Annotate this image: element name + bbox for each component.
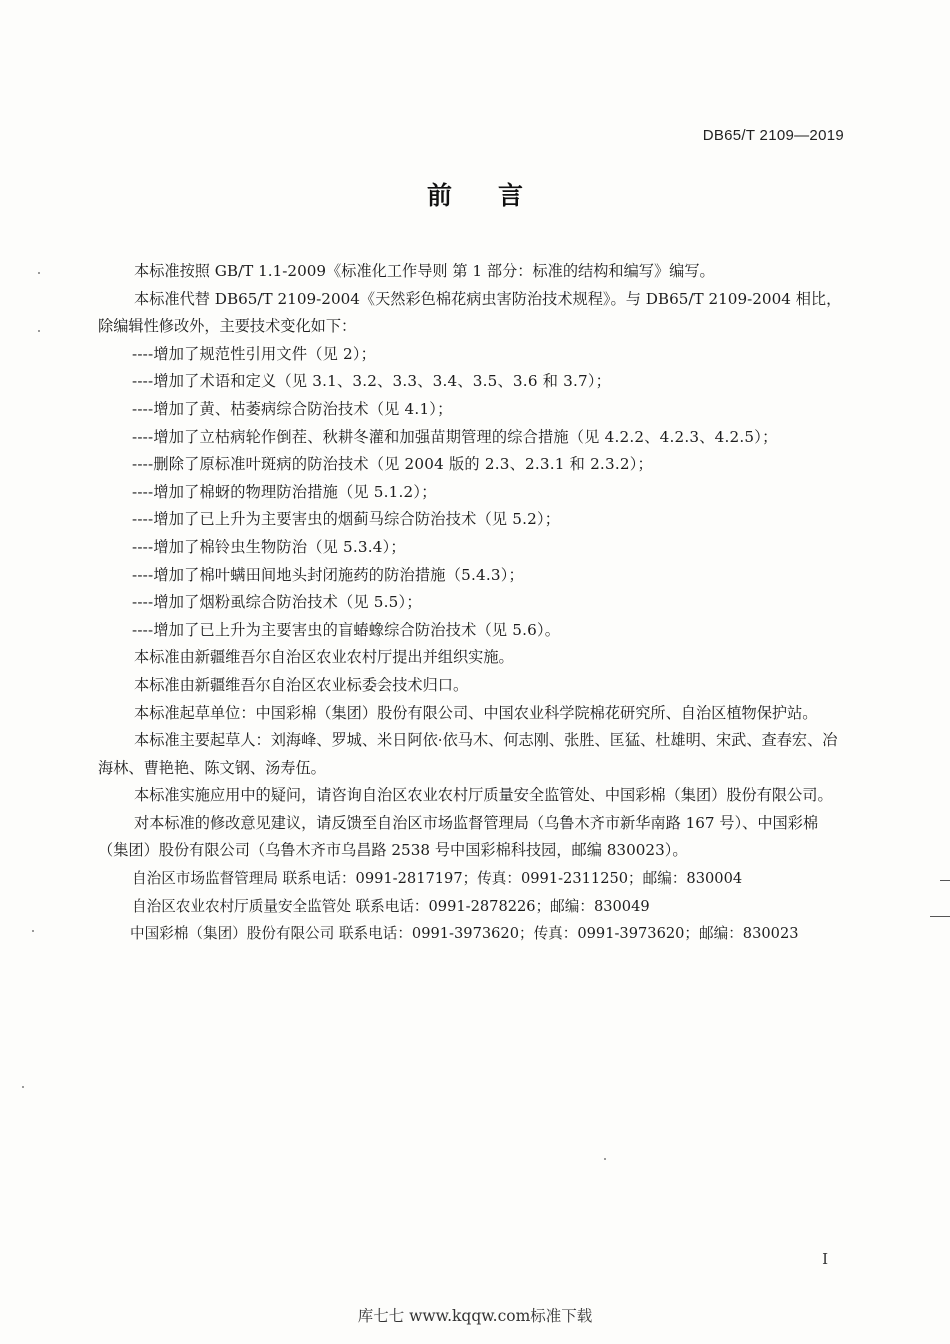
change-item: ----删除了原标准叶斑病的防治技术（见 2004 版的 2.3、2.3.1 和 2.3.2）； [132,455,653,474]
change-item: ----增加了棉叶螨田间地头封闭施药的防治措施（5.4.3）； [132,565,524,584]
scan-speck [604,1158,606,1160]
change-item: ----增加了立枯病轮作倒茬、秋耕冬灌和加强苗期管理的综合措施（见 4.2.2、4.2.3、4.2.5）； [132,427,778,446]
footer-watermark: 库七七 www.kqqw.com标准下载 [357,1307,593,1325]
foreword-body [98,258,844,948]
scan-speck [32,930,34,932]
scan-edge-mark [930,916,950,917]
contact-line: 中国彩棉（集团）股份有限公司 联系电话：0991-3973620；传真：0991-3973620；邮编：830023 [130,925,799,943]
scan-speck [22,1086,24,1088]
change-item: ----增加了棉铃虫生物防治（见 5.3.4）； [132,537,406,556]
paragraph-questions: 本标准实施应用中的疑问，请咨询自治区农业农村厅质量安全监管处、中国彩棉（集团）股份有限公司。 [134,786,833,805]
change-item: ----增加了已上升为主要害虫的烟蓟马综合防治技术（见 5.2）； [132,510,561,529]
change-item: ----增加了规范性引用文件（见 2）； [132,344,377,363]
standard-code: DB65/T 2109—2019 [702,127,844,144]
scan-speck [38,330,40,332]
paragraph-proposer: 本标准由新疆维吾尔自治区农业农村厅提出并组织实施。 [134,648,514,667]
paragraph-drafters: 本标准主要起草人：刘海峰、罗城、米日阿依·依马木、何志刚、张胜、匡猛、杜雄明、宋武、查春宏、冶海林、曹艳艳、陈文钢、汤寿伍。 [98,731,838,777]
change-item: ----增加了黄、枯萎病综合防治技术（见 4.1）； [132,399,453,418]
page-title: 前言 [426,181,569,210]
change-item: ----增加了术语和定义（见 3.1、3.2、3.3、3.4、3.5、3.6 和 3.7）； [132,372,612,391]
page-number: I [822,1250,828,1268]
change-item: ----增加了棉蚜的物理防治措施（见 5.1.2）； [132,482,437,501]
contact-line: 自治区市场监督管理局 联系电话：0991-2817197；传真：0991-2311250；邮编：830004 [132,870,743,888]
scan-edge-mark [940,880,950,881]
contact-line: 自治区农业农村厅质量安全监管处 联系电话：0991-2878226；邮编：830049 [132,897,650,915]
change-item: ----增加了烟粉虱综合防治技术（见 5.5）； [132,593,422,612]
scan-speck [38,272,40,274]
change-item: ----增加了已上升为主要害虫的盲蝽蟓综合防治技术（见 5.6）。 [132,620,561,639]
paragraph-drafting-units: 本标准起草单位：中国彩棉（集团）股份有限公司、中国农业科学院棉花研究所、自治区植物保护站。 [134,703,818,722]
paragraph-replacement: 本标准代替 DB65/T 2109-2004《天然彩色棉花病虫害防治技术规程》。与 DB65/T 2109-2004 相比，除编辑性修改外，主要技术变化如下： [98,289,842,336]
paragraph-custodian: 本标准由新疆维吾尔自治区农业标委会技术归口。 [134,675,469,694]
paragraph-feedback: 对本标准的修改意见建议，请反馈至自治区市场监督管理局（乌鲁木齐市新华南路 167 号）、中国彩棉（集团）股份有限公司（乌鲁木齐市乌昌路 2538 号中国彩棉科技园，邮编 830023）。 [98,813,819,860]
paragraph-drafting-rules: 本标准按照 GB/T 1.1-2009《标准化工作导则 第 1 部分：标准的结构和编写》编写。 [134,262,715,280]
